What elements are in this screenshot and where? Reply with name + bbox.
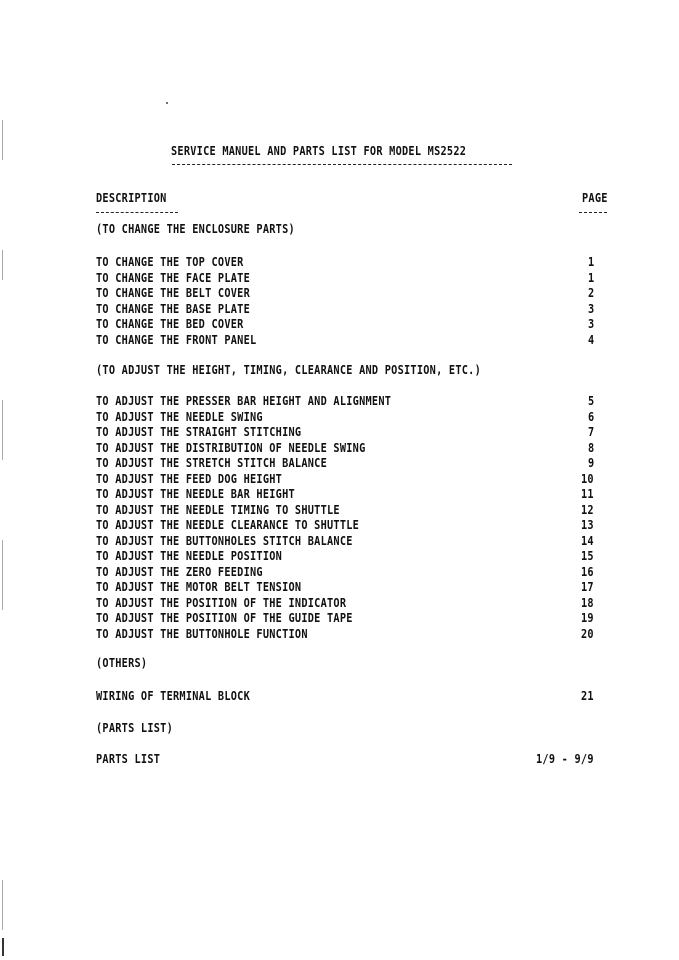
toc-entry: TO ADJUST THE NEEDLE SWING [96,408,263,424]
toc-entry: TO ADJUST THE STRAIGHT STITCHING [96,424,302,439]
scan-edge-mark [2,938,4,956]
toc-page-number: 2 [587,285,594,300]
toc-entry: TO ADJUST THE DISTRIBUTION OF NEEDLE SWING [96,439,366,455]
toc-entry: TO CHANGE THE FRONT PANEL [96,331,257,347]
toc-entry: PARTS LIST [96,751,161,766]
description-header: DESCRIPTION [96,190,167,205]
section-heading: (TO ADJUST THE HEIGHT, TIMING, CLEARANCE AND POSITION, ETC.) [96,362,482,377]
toc-page-number: 19 [581,610,594,625]
toc-entry: TO CHANGE THE BELT COVER [96,285,251,300]
document-title: SERVICE MANUEL AND PARTS LIST FOR MODEL MS2522 [171,143,467,158]
page-header: PAGE [582,190,608,205]
scan-edge-mark [2,250,3,280]
toc-entry: TO ADJUST THE STRETCH STITCH BALANCE [96,455,328,470]
toc-entry: TO CHANGE THE FACE PLATE [96,269,251,285]
toc-entry: TO ADJUST THE NEEDLE BAR HEIGHT [96,486,295,501]
toc-entry: TO ADJUST THE BUTTONHOLE FUNCTION [96,625,308,641]
toc-entry: TO ADJUST THE MOTOR BELT TENSION [96,579,302,594]
section-heading: (OTHERS) [96,655,148,670]
toc-page-number: 4 [587,331,594,347]
toc-entry: TO ADJUST THE POSITION OF THE INDICATOR [96,594,347,610]
toc-page-number: 12 [581,501,594,517]
toc-page-number: 9 [587,455,594,470]
toc-page-number: 11 [581,486,594,501]
toc-page-number: 15 [581,548,594,563]
scan-edge-mark [2,400,3,460]
toc-page-number: 21 [581,688,594,703]
toc-page-number: 8 [587,439,594,455]
scan-edge-mark [2,120,3,160]
page-header-underline [579,212,607,213]
section-heading: (PARTS LIST) [96,720,174,735]
toc-page-number: 1 [587,269,594,285]
toc-entry: WIRING OF TERMINAL BLOCK [96,688,251,703]
toc-entry: TO ADJUST THE NEEDLE POSITION [96,548,283,563]
section-heading: (TO CHANGE THE ENCLOSURE PARTS) [96,221,295,236]
scan-speck [166,102,168,104]
toc-entry: TO ADJUST THE FEED DOG HEIGHT [96,470,283,486]
toc-entry: TO ADJUST THE POSITION OF THE GUIDE TAPE [96,610,353,625]
toc-page-number: 7 [587,424,594,439]
scan-edge-mark [2,540,3,610]
toc-page-number: 20 [581,625,594,641]
title-underline [172,164,512,165]
toc-page-number: 10 [581,470,594,486]
toc-page-number: 3 [587,300,594,316]
toc-entry: TO CHANGE THE TOP COVER [96,254,244,269]
toc-entry: TO CHANGE THE BED COVER [96,316,244,331]
toc-page-number: 1/9 - 9/9 [536,751,594,766]
toc-page-number: 6 [587,408,594,424]
toc-page-number: 18 [581,594,594,610]
toc-entry: TO ADJUST THE BUTTONHOLES STITCH BALANCE [96,532,353,548]
toc-page-number: 5 [587,393,594,408]
toc-page-number: 16 [581,563,594,579]
toc-entry: TO CHANGE THE BASE PLATE [96,300,251,316]
toc-entry: TO ADJUST THE NEEDLE TIMING TO SHUTTLE [96,501,340,517]
toc-entry: TO ADJUST THE NEEDLE CLEARANCE TO SHUTTLE [96,517,360,532]
toc-page-number: 14 [581,532,594,548]
toc-entry: TO ADJUST THE PRESSER BAR HEIGHT AND ALIGNMENT [96,393,392,408]
toc-page-number: 17 [581,579,594,594]
toc-page-number: 1 [587,254,594,269]
toc-page-number: 3 [587,316,594,331]
description-header-underline [96,212,178,213]
scan-edge-mark [2,880,3,930]
toc-entry: TO ADJUST THE ZERO FEEDING [96,563,263,579]
toc-page-number: 13 [581,517,594,532]
